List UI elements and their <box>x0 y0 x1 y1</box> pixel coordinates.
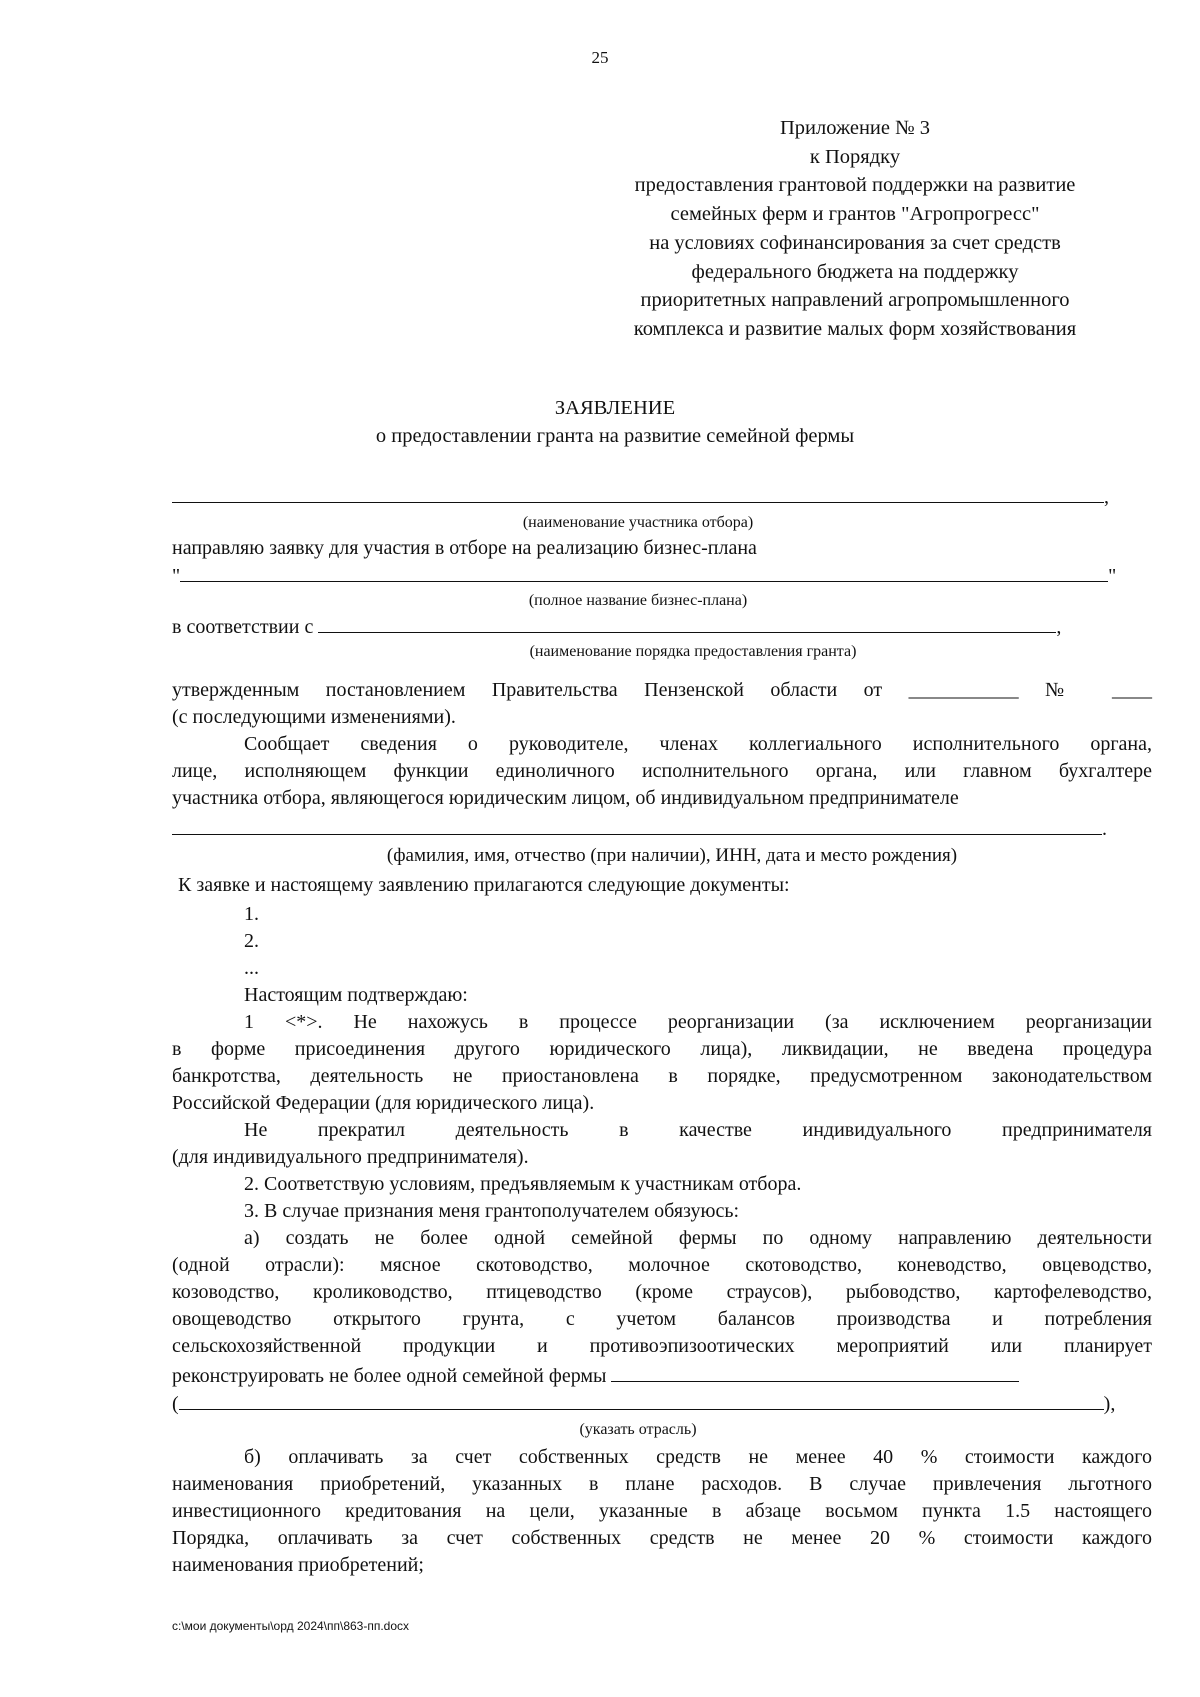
farm-blank[interactable] <box>611 1363 1019 1382</box>
industry-blank[interactable] <box>179 1391 1104 1410</box>
paragraph-line: б) оплачивать за счет собственных средств не менее 40 % стоимости каждого <box>244 1446 1152 1468</box>
paragraph-line: наименования приобретений, указанных в плане расходов. В случае привлечения льготного <box>172 1473 1152 1495</box>
paragraph-line: (для индивидуального предпринимателя). <box>172 1146 529 1168</box>
field-punct: , <box>1056 616 1062 638</box>
field-punct: , <box>1104 486 1109 508</box>
procedure-field[interactable] <box>172 614 1061 639</box>
page-number: 25 <box>591 48 609 67</box>
paragraph-line: инвестиционного кредитования на цели, указанные в абзаце восьмом пункта 1.5 настоящего <box>172 1500 1152 1522</box>
appendix-line: Приложение № 3 <box>779 117 931 139</box>
paragraph-line: овощеводство открытого грунта, с учетом балансов производства и потребления <box>172 1308 1152 1330</box>
quote-close: " <box>1108 565 1117 587</box>
participant-name-field[interactable] <box>172 484 1109 509</box>
file-path-footer: c:\мои документы\орд 2024\пп\863-пп.docx <box>172 1619 410 1633</box>
paragraph-line: 1 <*>. Не нахожусь в процессе реорганизации (за исключением реорганизации <box>244 1011 1152 1033</box>
procedure-blank[interactable] <box>318 614 1056 633</box>
quote-open: " <box>172 565 181 587</box>
paragraph-line: лице, исполняющем функции единоличного исполнительного органа, или главном бухгалтере <box>172 760 1152 782</box>
paragraph-2: 2. Соответствую условиям, предъявляемым к участникам отбора. <box>244 1173 802 1195</box>
paragraph-line: Не прекратил деятельность в качестве индивидуального предпринимателя <box>244 1119 1152 1141</box>
confirm-heading: Настоящим подтверждаю: <box>244 984 468 1006</box>
reconstruct-line[interactable] <box>172 1363 1019 1388</box>
business-plan-caption: (полное название бизнес-плана) <box>528 592 748 609</box>
paragraph-line: наименования приобретений; <box>172 1554 424 1576</box>
document-title: ЗАЯВЛЕНИЕ <box>554 397 676 419</box>
document-item-2: 2. <box>244 930 259 952</box>
paragraph-1 <box>172 1009 1152 1117</box>
field-punct: . <box>1102 818 1107 840</box>
paragraph-line: козоводство, кролиководство, птицеводство (кроме страусов), рыбоводство, картофелеводство, <box>172 1281 1152 1303</box>
accordance-label: в соответствии с <box>172 616 314 638</box>
paragraph-line: утвержденным постановлением Правительства Пензенской области от ___________ № ____ <box>172 679 1152 701</box>
appendix-line: приоритетных направлений агропромышленного <box>640 289 1070 312</box>
paren-close: ), <box>1103 1393 1116 1415</box>
paragraph-3: 3. В случае признания меня грантополучателем обязуюсь: <box>244 1200 740 1222</box>
approved-paragraph <box>172 677 1152 731</box>
paragraph-line: в форме присоединения другого юридического лица), ликвидации, не введена процедура <box>172 1038 1152 1060</box>
paragraph-line: (с последующими изменениями). <box>172 706 456 728</box>
appendix-line: комплекса и развитие малых форм хозяйствования <box>633 317 1077 340</box>
appendix-line: к Порядку <box>809 145 901 168</box>
appendix-line: предоставления грантовой поддержки на развитие <box>634 174 1076 197</box>
paragraph-line: участника отбора, являющегося юридическим лицом, об индивидуальном предпринимателе <box>172 787 959 809</box>
documents-intro: К заявке и настоящему заявлению прилагаются следующие документы: <box>178 874 790 896</box>
paragraph-line: реконструировать не более одной семейной фермы <box>172 1365 607 1387</box>
industry-field[interactable] <box>172 1391 1115 1416</box>
document-title-block <box>230 394 1000 450</box>
business-plan-field[interactable] <box>172 563 1116 588</box>
document-item-1: 1. <box>244 903 259 925</box>
appendix-line: федерального бюджета на поддержку <box>691 260 1019 283</box>
paragraph-line: сельскохозяйственной продукции и противоэпизоотических мероприятий или планирует <box>172 1335 1152 1357</box>
paragraph-a <box>172 1225 1152 1360</box>
person-details-field[interactable] <box>172 816 1107 841</box>
document-subtitle: о предоставлении гранта на развитие семейной фермы <box>375 425 855 447</box>
paren-open: ( <box>172 1393 179 1415</box>
appendix-line: на условиях софинансирования за счет средств <box>649 231 1061 254</box>
reports-paragraph <box>172 731 1152 812</box>
procedure-caption: (наименование порядка предоставления гранта) <box>529 643 857 660</box>
participant-name-caption: (наименование участника отбора) <box>522 514 754 531</box>
paragraph-line: Российской Федерации (для юридического лица). <box>172 1092 595 1114</box>
paragraph-1b <box>172 1117 1152 1171</box>
paragraph-b <box>172 1444 1152 1579</box>
paragraph-line: Сообщает сведения о руководителе, членах коллегиального исполнительного органа, <box>244 733 1152 755</box>
paragraph-line: а) создать не более одной семейной фермы по одному направлению деятельности <box>244 1227 1152 1249</box>
industry-caption: (указать отрасль) <box>579 1421 697 1438</box>
appendix-header <box>590 114 1120 344</box>
paragraph-line: Порядка, оплачивать за счет собственных средств не менее 20 % стоимости каждого <box>172 1527 1152 1549</box>
participant-name-blank[interactable] <box>172 484 1104 503</box>
document-item-ellipsis: ... <box>244 957 259 979</box>
appendix-line: семейных ферм и грантов "Агропрогресс" <box>670 203 1040 226</box>
apply-line: направляю заявку для участия в отборе на реализацию бизнес-плана <box>172 537 757 559</box>
person-details-caption: (фамилия, имя, отчество (при наличии), ИНН, дата и место рождения) <box>386 845 958 866</box>
paragraph-line: банкротства, деятельность не приостановлена в порядке, предусмотренном законодательством <box>172 1065 1152 1087</box>
paragraph-line: (одной отрасли): мясное скотоводство, молочное скотоводство, коневодство, овцеводство, <box>172 1254 1152 1276</box>
business-plan-blank[interactable] <box>180 563 1108 582</box>
person-details-blank[interactable] <box>172 816 1102 835</box>
